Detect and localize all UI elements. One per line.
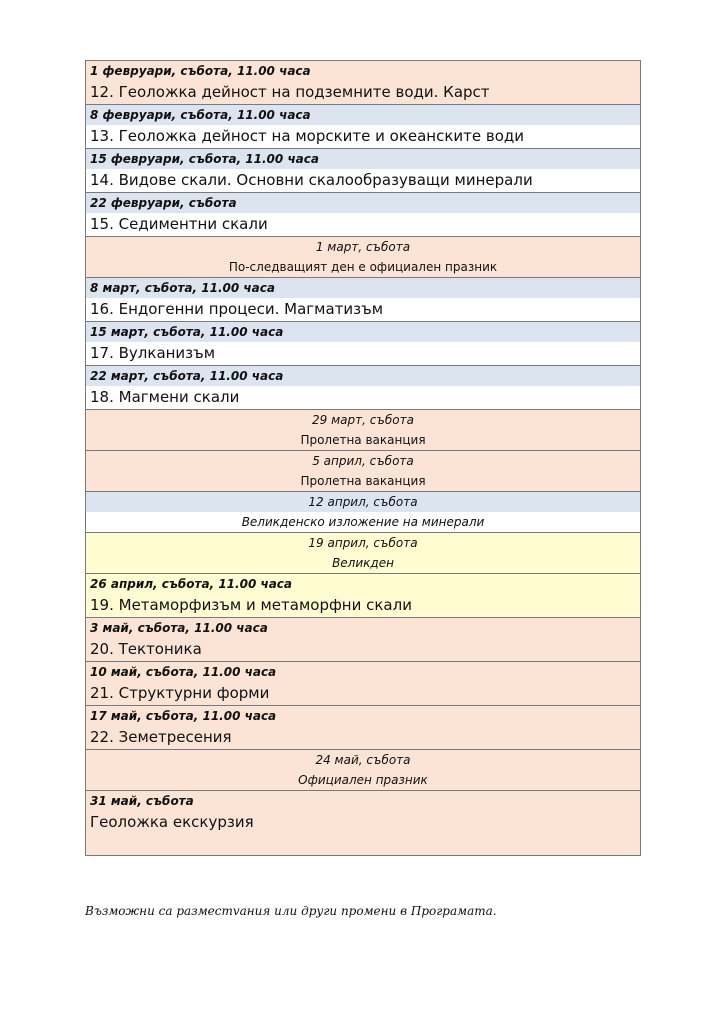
row-topic: 14. Видове скали. Основни скалообразуващи минерали xyxy=(86,169,640,192)
schedule-row xyxy=(86,706,640,750)
row-topic: 16. Ендогенни процеси. Магматизъм xyxy=(86,298,640,321)
schedule-row xyxy=(86,61,640,105)
schedule-row xyxy=(86,574,640,618)
row-date: 10 май, събота, 11.00 часа xyxy=(90,665,277,679)
row-note: Официален празник xyxy=(298,773,428,787)
row-date: 1 март, събота xyxy=(315,240,411,254)
schedule-table xyxy=(85,60,641,856)
row-date: 22 март, събота, 11.00 часа xyxy=(86,366,640,386)
schedule-row xyxy=(86,237,640,278)
footer-note: Възможни са разместvания или други промени в Програмата. xyxy=(85,904,497,918)
schedule-row xyxy=(86,278,640,322)
row-note: Пролетна ваканция xyxy=(300,433,426,447)
row-topic: 20. Тектоника xyxy=(90,640,202,658)
row-date: 15 март, събота, 11.00 часа xyxy=(86,322,640,342)
row-date: 19 април, събота xyxy=(308,536,418,550)
schedule-row xyxy=(86,791,640,855)
row-date: 12 април, събота xyxy=(86,492,640,512)
row-topic: 18. Магмени скали xyxy=(86,386,640,409)
schedule-row xyxy=(86,410,640,451)
row-date: 15 февруари, събота, 11.00 часа xyxy=(86,149,640,169)
row-date: 26 април, събота, 11.00 часа xyxy=(90,577,293,591)
row-date: 17 май, събота, 11.00 часа xyxy=(90,709,277,723)
row-note: Великденско изложение на минерали xyxy=(86,512,640,532)
schedule-row xyxy=(86,662,640,706)
row-date: 29 март, събота xyxy=(312,413,414,427)
row-note: По-следващият ден е официален празник xyxy=(228,260,498,274)
row-topic: 17. Вулканизъм xyxy=(86,342,640,365)
row-topic: Геоложка екскурзия xyxy=(90,813,254,831)
row-topic: 21. Структурни форми xyxy=(90,684,270,702)
row-date: 5 април, събота xyxy=(312,454,414,468)
schedule-row xyxy=(86,105,640,149)
schedule-row xyxy=(86,149,640,193)
row-date: 8 март, събота, 11.00 часа xyxy=(86,278,640,298)
row-date: 3 май, събота, 11.00 часа xyxy=(90,621,268,635)
row-topic: 15. Седиментни скали xyxy=(86,213,640,236)
row-date: 22 февруари, събота xyxy=(86,193,640,213)
row-note: Пролетна ваканция xyxy=(300,474,426,488)
schedule-row xyxy=(86,366,640,410)
schedule-row xyxy=(86,492,640,533)
row-date: 1 февруари, събота, 11.00 часа xyxy=(90,64,311,78)
schedule-row xyxy=(86,618,640,662)
row-topic: 19. Метаморфизъм и метаморфни скали xyxy=(90,596,412,614)
row-date: 8 февруари, събота, 11.00 часа xyxy=(86,105,640,125)
schedule-row xyxy=(86,451,640,492)
schedule-row xyxy=(86,322,640,366)
row-date: 24 май, събота xyxy=(315,753,411,767)
schedule-row xyxy=(86,193,640,237)
row-topic: 22. Земетресения xyxy=(90,728,232,746)
schedule-row xyxy=(86,533,640,574)
row-note: Великден xyxy=(332,556,394,570)
row-topic: 12. Геоложка дейност на подземните води. Карст xyxy=(90,83,490,101)
schedule-row xyxy=(86,750,640,791)
row-date: 31 май, събота xyxy=(90,794,194,808)
row-topic: 13. Геоложка дейност на морските и океанските води xyxy=(86,125,640,148)
